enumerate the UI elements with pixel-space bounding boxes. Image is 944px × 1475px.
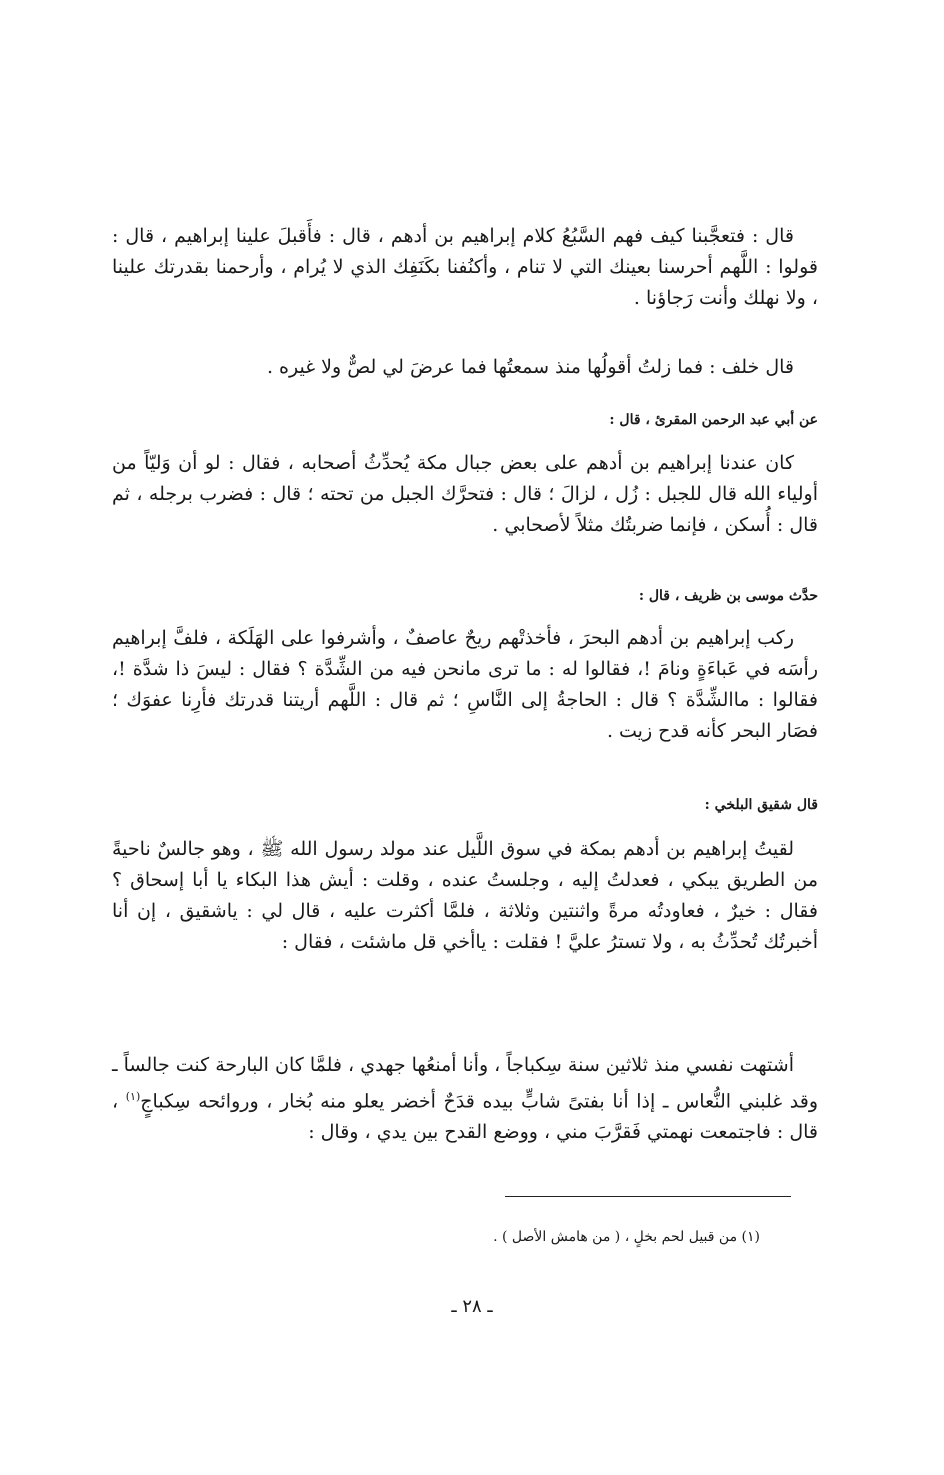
paragraph-sikbaj [112, 1050, 818, 1148]
paragraph-mountain: كان عندنا إبراهيم بن أدهم على بعض جبال مكة يُحدِّثُ أصحابه ، فقال : لو أن وَليّاً من أولياء الله قال للجبل : زُل ، لزالَ ؛ قال : فتحرَّك الجبل من تحته ؛ قال : فضرب برجله ، ثم قال : أُسكن ، فإنما ضربتُك مثلاً لأصحابي . [112, 452, 818, 536]
paragraph-sikbaj-part-a: أشتهت نفسي منذ ثلاثين سنة سِكباجاً ، وأنا أمنعُها جهدي ، فلمَّا كان البارحة كنت جالساً ـ وقد غلبني النُّعاس ـ إذا أنا بفتىً شابٍّ بيده قدَحٌ أخضر يعلو منه بُخار ، وروائحه سِكباجٍ [112, 1054, 819, 1113]
paragraph-khalaf: قال خلف : فما زلتُ أقولُها منذ سمعتُها فما عرضَ لي لصٌّ ولا غيره . [266, 356, 794, 378]
paragraph-sea: ركب إبراهيم بن أدهم البحرَ ، فأخذتْهم ريحٌ عاصفٌ ، وأشرفوا على الهَلَكة ، فلفَّ إبراهيم رأسَه في عَباءَةٍ ونامَ !، فقالوا له : ما ترى مانحن فيه من الشِّدَّة ؟ فقال : ليسَ ذا شدَّة !، فقالوا : ماالشِّدَّة ؟ قال : الحاجةُ إلى النَّاسِ ؛ ثم قال : اللَّهم أريتنا قدرتك فأرِنا عفوَك ؛ فصَار البحر كأنه قدح زيت . [112, 627, 818, 742]
footnote-marker: (١) [125, 1090, 141, 1103]
paragraph-shaqiq: لقيتُ إبراهيم بن أدهم بمكة في سوق اللَّيل عند مولد رسول الله ﷺ ، وهو جالسٌ ناحيةً من الطريق يبكي ، فعدلتُ إليه ، وجلستُ عنده ، وقلت : أيش هذا البكاء يا أبا إسحاق ؟ فقال : خيرٌ ، فعاودتُه مرةً واثنتين وثلاثة ، فلمَّا أكثرت عليه ، قال لي : ياشقيق ، إن أنا أخبرتُك تُحدِّثُ به ، ولا تسترُ عليَّ ! فقلت : ياأخي قل ماشئت ، فقال : [112, 838, 818, 953]
heading-abu-abd-al-rahman: عن أبي عبد الرحمن المقرئ ، قال : [609, 412, 818, 428]
heading-musa-ibn-tarif: حدَّث موسى بن ظريف ، قال : [638, 588, 818, 604]
paragraph-sikbaj-part-b: ، قال : فاجتمعت نهمتي فَقرَّبَ مني ، ووضع القدح بين يدي ، وقال : [112, 1090, 818, 1144]
footnote-text: (١) من قبيل لحم بخلٍ ، ( من هامش الأصل ) . [493, 1229, 760, 1245]
page-number: ـ ٢٨ ـ [451, 1296, 493, 1317]
paragraph-prayer: قال : فتعجَّبنا كيف فهم السَّبُعُ كلام إبراهيم بن أدهم ، قال : فأَقبلَ علينا إبراهيم ، قال : قولوا : اللَّهم أحرسنا بعينك التي لا تنام ، وأكنُفنا بكَنَفِك الذي لا يُرام ، وأرحمنا بقدرتك علينا ، ولا نهلك وأنت رَجاؤنا . [112, 225, 818, 309]
footnote-separator [505, 1196, 791, 1197]
heading-shaqiq-al-balkhi: قال شقيق البلخي : [704, 797, 818, 813]
